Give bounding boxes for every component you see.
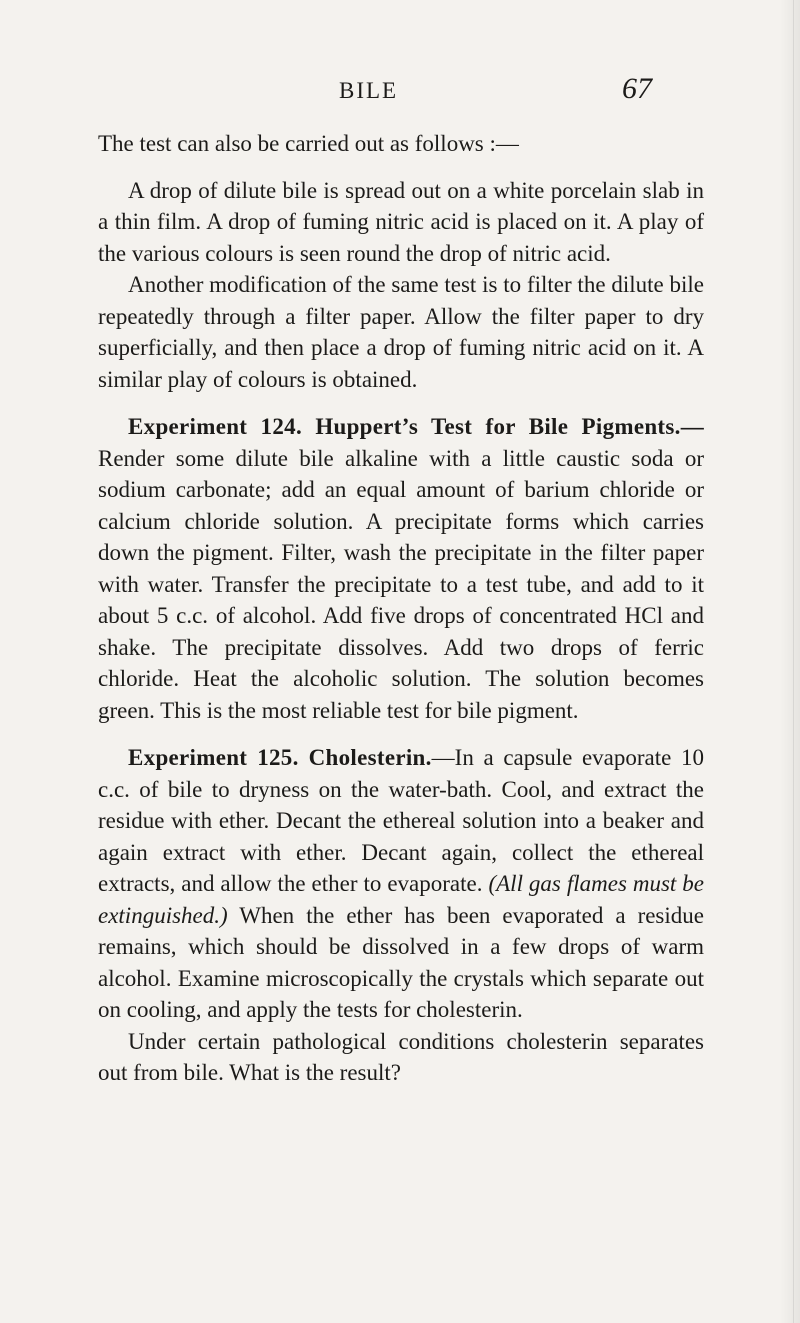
experiment-125-heading: Experiment 125. Cholesterin. bbox=[128, 745, 432, 770]
experiment-125-italic-note: (All gas flames must be extinguished.) bbox=[98, 871, 704, 928]
experiment-125-paragraph bbox=[98, 742, 704, 1026]
page-number: 67 bbox=[622, 72, 652, 105]
porcelain-slab-paragraph: A drop of dilute bile is spread out on a white porcelain slab in a thin film. A drop of fuming nitric acid is placed on it. A play of the various colours is seen round the drop of nitric acid. bbox=[98, 177, 704, 266]
experiment-124-text: Render some dilute bile alkaline with a little caustic soda or sodium carbonate; add an equal amount of barium chloride or calcium chloride solution. A precipitate forms which carries down the pigment. Filter, wash the precipitate in the filter paper with water. Transfer the precipitate to a test tube, and add to it about 5 c.c. of alcohol. Add five drops of concentrated HCl and shake. The precipitate dissolves. Add two drops of ferric chloride. Heat the alcoholic solution. The solution becomes green. This is the most reliable test for bile pigment. bbox=[98, 445, 704, 723]
page-edge-line bbox=[793, 0, 794, 1323]
pathological-paragraph: Under certain pathological conditions cholesterin separates out from bile. What is the result? bbox=[98, 1028, 704, 1085]
running-title: BILE bbox=[339, 78, 399, 103]
body-text bbox=[98, 128, 704, 1089]
page-edge-shadow bbox=[780, 0, 800, 1323]
experiment-124-paragraph bbox=[98, 411, 704, 726]
experiment-125-text-before: —In a capsule evaporate 10 c.c. of bile to dryness on the water-bath. Cool, and extract the residue with ether. Decant the ethereal solution into a beaker and again extract with ether. Decant again, collect the ethereal extracts, and allow the ether to evaporate. bbox=[98, 745, 704, 896]
filter-paper-paragraph: Another modification of the same test is to filter the dilute bile repeatedly through a filter paper. Allow the filter paper to dry superficially, and then place a drop of fuming nitric acid on it. A similar play of colours is obtained. bbox=[98, 272, 704, 392]
experiment-125-text-after: When the ether has been evaporated a residue remains, which should be dissolved in a few drops of warm alcohol. Examine microscopically the crystals which separate out on cooling, and apply the tests for cholesterin. bbox=[98, 902, 704, 1022]
experiment-124-heading: Experiment 124. Huppert’s Test for Bile Pigments.— bbox=[128, 414, 704, 439]
intro-paragraph: The test can also be carried out as follows :— bbox=[98, 131, 519, 156]
running-head bbox=[0, 72, 800, 116]
